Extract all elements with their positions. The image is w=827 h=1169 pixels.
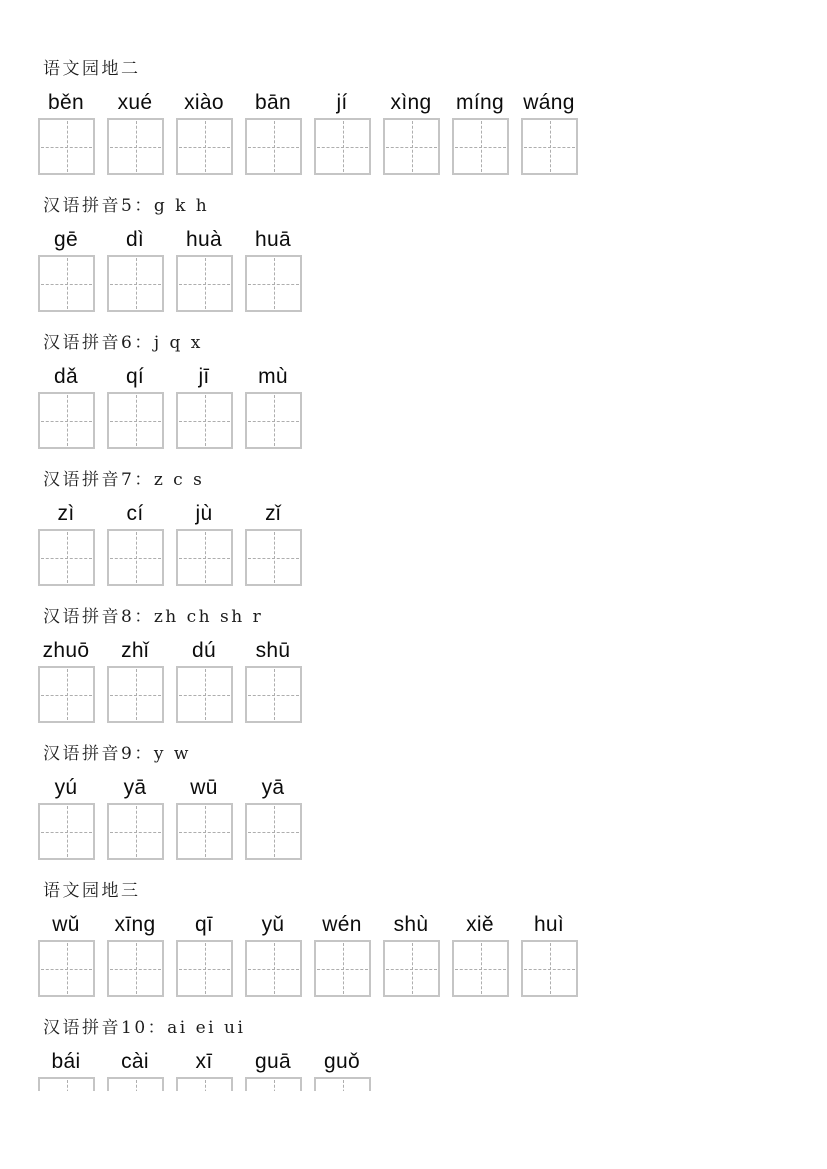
writing-grid-box bbox=[38, 940, 95, 997]
writing-grid-box bbox=[176, 1077, 233, 1091]
horizontal-guide-line bbox=[455, 969, 506, 970]
horizontal-guide-line bbox=[41, 695, 92, 696]
writing-grid-box bbox=[245, 1077, 302, 1091]
writing-grid-box bbox=[107, 803, 164, 860]
writing-grid-box bbox=[107, 118, 164, 175]
pinyin-label: wáng bbox=[523, 91, 575, 114]
horizontal-guide-line bbox=[41, 969, 92, 970]
pinyin-label: yā bbox=[261, 776, 285, 799]
section-title: 汉语拼音7：z c s bbox=[43, 470, 205, 490]
writing-grid-box bbox=[38, 118, 95, 175]
pinyin-label: jù bbox=[195, 502, 213, 525]
writing-grid-row bbox=[38, 255, 827, 312]
pinyin-label: gē bbox=[54, 228, 78, 251]
writing-grid-box bbox=[107, 666, 164, 723]
pinyin-label: cí bbox=[126, 502, 144, 525]
writing-grid-box bbox=[176, 255, 233, 312]
section-title: 语文园地三 bbox=[43, 881, 141, 901]
pinyin-label: xué bbox=[117, 91, 153, 114]
horizontal-guide-line bbox=[248, 832, 299, 833]
section-hanyu-pinyin-9 bbox=[38, 745, 827, 860]
writing-grid-box bbox=[107, 392, 164, 449]
section-hanyu-pinyin-6 bbox=[38, 334, 827, 449]
vertical-guide-line bbox=[205, 1080, 206, 1091]
horizontal-guide-line bbox=[317, 147, 368, 148]
horizontal-guide-line bbox=[248, 147, 299, 148]
horizontal-guide-line bbox=[386, 969, 437, 970]
pinyin-label: bái bbox=[51, 1050, 81, 1073]
pinyin-label: huì bbox=[533, 913, 565, 936]
horizontal-guide-line bbox=[179, 695, 230, 696]
writing-grid-box bbox=[314, 118, 371, 175]
writing-grid-box bbox=[38, 1077, 95, 1091]
writing-grid-box bbox=[245, 529, 302, 586]
writing-grid-row bbox=[38, 1077, 827, 1091]
horizontal-guide-line bbox=[41, 147, 92, 148]
pinyin-label: huā bbox=[255, 228, 291, 251]
horizontal-guide-line bbox=[179, 969, 230, 970]
writing-grid-box bbox=[176, 666, 233, 723]
writing-grid-box bbox=[314, 1077, 371, 1091]
pinyin-label: běn bbox=[48, 91, 84, 114]
writing-grid-box bbox=[521, 118, 578, 175]
pinyin-label: zhǐ bbox=[121, 639, 149, 662]
section-title: 汉语拼音10：ai ei ui bbox=[43, 1018, 246, 1038]
section-hanyu-pinyin-7 bbox=[38, 471, 827, 586]
pinyin-label: wū bbox=[190, 776, 218, 799]
pinyin-label-row bbox=[38, 776, 827, 800]
horizontal-guide-line bbox=[386, 147, 437, 148]
section-yuwen-yuandi-3 bbox=[38, 882, 827, 997]
writing-grid-box bbox=[521, 940, 578, 997]
writing-grid-box bbox=[38, 803, 95, 860]
pinyin-label: shū bbox=[255, 639, 291, 662]
pinyin-label: dǎ bbox=[54, 365, 78, 388]
writing-grid-row bbox=[38, 803, 827, 860]
writing-grid-box bbox=[176, 118, 233, 175]
pinyin-label-row bbox=[38, 913, 827, 937]
pinyin-label: zì bbox=[57, 502, 75, 525]
vertical-guide-line bbox=[67, 1080, 68, 1091]
writing-grid-box bbox=[245, 255, 302, 312]
horizontal-guide-line bbox=[524, 147, 575, 148]
horizontal-guide-line bbox=[110, 969, 161, 970]
horizontal-guide-line bbox=[248, 969, 299, 970]
horizontal-guide-line bbox=[110, 147, 161, 148]
pinyin-label: dú bbox=[192, 639, 216, 662]
pinyin-label: xìng bbox=[390, 91, 432, 114]
writing-grid-row bbox=[38, 666, 827, 723]
writing-grid-box bbox=[452, 118, 509, 175]
pinyin-label: jí bbox=[336, 91, 348, 114]
pinyin-label: míng bbox=[456, 91, 504, 114]
horizontal-guide-line bbox=[248, 695, 299, 696]
horizontal-guide-line bbox=[41, 832, 92, 833]
horizontal-guide-line bbox=[248, 421, 299, 422]
horizontal-guide-line bbox=[179, 832, 230, 833]
vertical-guide-line bbox=[274, 1080, 275, 1091]
pinyin-label: zhuō bbox=[42, 639, 90, 662]
pinyin-label: mù bbox=[258, 365, 288, 388]
pinyin-label: xiào bbox=[184, 91, 224, 114]
pinyin-label: qí bbox=[125, 365, 145, 388]
pinyin-label: cài bbox=[121, 1050, 149, 1073]
pinyin-label: shù bbox=[393, 913, 429, 936]
horizontal-guide-line bbox=[110, 558, 161, 559]
writing-grid-box bbox=[245, 118, 302, 175]
horizontal-guide-line bbox=[110, 284, 161, 285]
pinyin-label: wǔ bbox=[52, 913, 80, 936]
writing-grid-box bbox=[383, 118, 440, 175]
pinyin-label: yā bbox=[123, 776, 147, 799]
section-title: 汉语拼音9：y w bbox=[43, 744, 191, 764]
writing-grid-row bbox=[38, 118, 827, 175]
pinyin-label: huà bbox=[186, 228, 222, 251]
writing-grid-box bbox=[107, 1077, 164, 1091]
writing-grid-box bbox=[176, 529, 233, 586]
section-hanyu-pinyin-8 bbox=[38, 608, 827, 723]
horizontal-guide-line bbox=[110, 832, 161, 833]
section-hanyu-pinyin-5 bbox=[38, 197, 827, 312]
pinyin-label: bān bbox=[255, 91, 291, 114]
pinyin-label-row bbox=[38, 1050, 827, 1074]
writing-grid-row bbox=[38, 529, 827, 586]
section-hanyu-pinyin-10 bbox=[38, 1019, 827, 1091]
pinyin-label: xīng bbox=[114, 913, 156, 936]
writing-grid-box bbox=[383, 940, 440, 997]
pinyin-label: xiě bbox=[466, 913, 494, 936]
horizontal-guide-line bbox=[248, 284, 299, 285]
horizontal-guide-line bbox=[41, 421, 92, 422]
writing-grid-box bbox=[314, 940, 371, 997]
horizontal-guide-line bbox=[455, 147, 506, 148]
pinyin-label: qī bbox=[194, 913, 214, 936]
section-title: 语文园地二 bbox=[43, 59, 141, 79]
horizontal-guide-line bbox=[179, 147, 230, 148]
writing-grid-row bbox=[38, 940, 827, 997]
pinyin-label-row bbox=[38, 365, 827, 389]
writing-grid-box bbox=[176, 392, 233, 449]
writing-grid-box bbox=[38, 392, 95, 449]
section-title: 汉语拼音8：zh ch sh r bbox=[43, 607, 264, 627]
writing-grid-box bbox=[107, 255, 164, 312]
writing-grid-box bbox=[107, 940, 164, 997]
section-title: 汉语拼音6：j q x bbox=[43, 333, 203, 353]
vertical-guide-line bbox=[136, 1080, 137, 1091]
horizontal-guide-line bbox=[317, 969, 368, 970]
writing-grid-box bbox=[245, 392, 302, 449]
vertical-guide-line bbox=[343, 1080, 344, 1091]
pinyin-label: jī bbox=[198, 365, 210, 388]
horizontal-guide-line bbox=[179, 558, 230, 559]
writing-grid-box bbox=[452, 940, 509, 997]
pinyin-label: xī bbox=[195, 1050, 213, 1073]
writing-grid-box bbox=[38, 255, 95, 312]
horizontal-guide-line bbox=[248, 558, 299, 559]
writing-grid-box bbox=[176, 940, 233, 997]
horizontal-guide-line bbox=[179, 284, 230, 285]
section-yuwen-yuandi-2 bbox=[38, 60, 827, 175]
horizontal-guide-line bbox=[524, 969, 575, 970]
pinyin-label: wén bbox=[322, 913, 362, 936]
writing-grid-box bbox=[245, 666, 302, 723]
pinyin-label-row bbox=[38, 639, 827, 663]
section-title: 汉语拼音5：g k h bbox=[43, 196, 210, 216]
pinyin-label: yú bbox=[54, 776, 78, 799]
pinyin-label: yǔ bbox=[261, 913, 285, 936]
horizontal-guide-line bbox=[110, 695, 161, 696]
writing-grid-box bbox=[176, 803, 233, 860]
pinyin-label: guǒ bbox=[324, 1050, 360, 1073]
pinyin-label-row bbox=[38, 228, 827, 252]
pinyin-label: dì bbox=[125, 228, 145, 251]
pinyin-label: zǐ bbox=[265, 502, 281, 525]
writing-grid-box bbox=[107, 529, 164, 586]
pinyin-label-row bbox=[38, 91, 827, 115]
writing-grid-row bbox=[38, 392, 827, 449]
horizontal-guide-line bbox=[110, 421, 161, 422]
writing-grid-box bbox=[38, 666, 95, 723]
horizontal-guide-line bbox=[41, 558, 92, 559]
writing-grid-box bbox=[245, 940, 302, 997]
horizontal-guide-line bbox=[41, 284, 92, 285]
pinyin-label: guā bbox=[255, 1050, 291, 1073]
pinyin-label-row bbox=[38, 502, 827, 526]
writing-grid-box bbox=[245, 803, 302, 860]
writing-grid-box bbox=[38, 529, 95, 586]
horizontal-guide-line bbox=[179, 421, 230, 422]
